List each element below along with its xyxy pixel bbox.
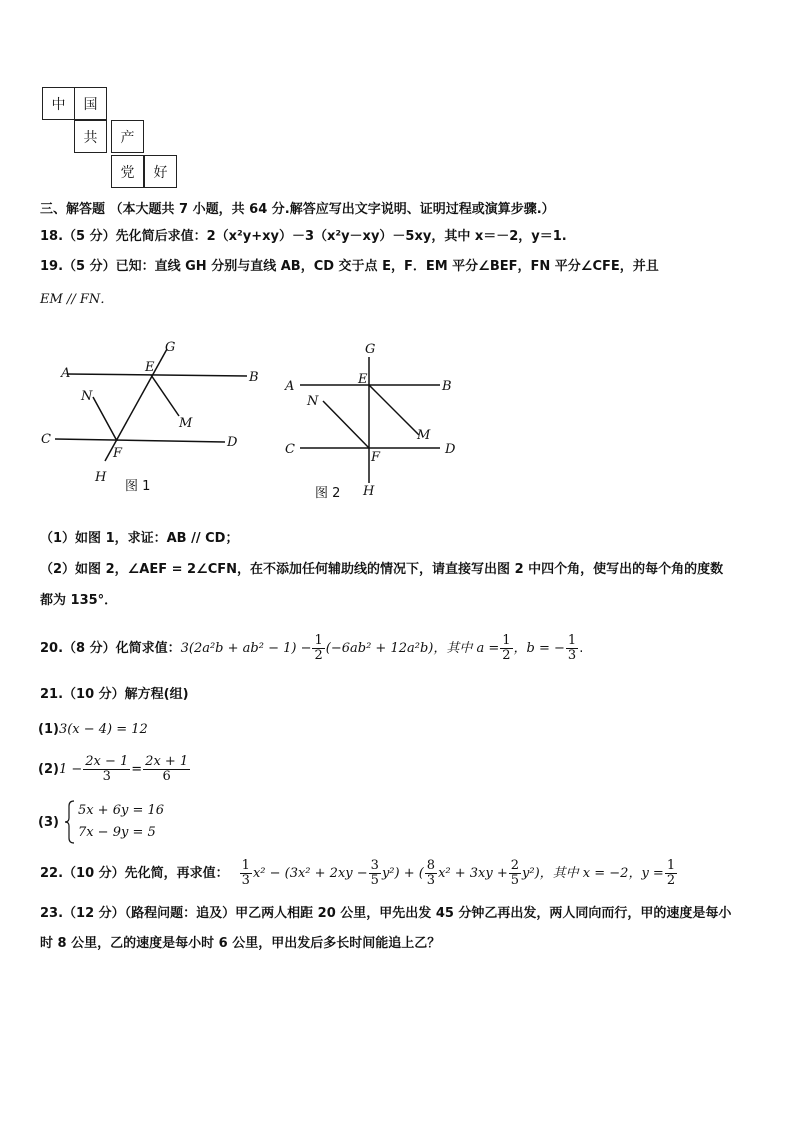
question-21-part2: [38, 755, 191, 784]
grid-cell: 好: [144, 155, 177, 188]
fraction: [83, 755, 130, 784]
question-21-label: 21.（10 分）解方程(组): [40, 687, 189, 702]
figure-2: [285, 335, 475, 505]
fraction: [143, 755, 190, 784]
point-label-d: D: [227, 435, 238, 450]
numerator: 8: [426, 858, 436, 873]
point-label-b: B: [249, 370, 259, 385]
ray-em: [369, 385, 419, 435]
section-heading: 三、解答题 （本大题共 7 小题，共 64 分.解答应写出文字说明、证明过程或演算步骤.）: [40, 202, 555, 217]
grid-cell: 党: [111, 155, 144, 188]
question-18: [40, 228, 567, 246]
question-19-line2: EM // FN．: [40, 292, 114, 307]
point-label-h: H: [363, 484, 375, 499]
numerator: 1: [314, 633, 323, 648]
expression-part: 1 −: [58, 761, 83, 777]
denominator: 3: [567, 648, 577, 663]
fraction: [509, 859, 521, 888]
denominator: 2: [502, 648, 511, 663]
grid-cell: 产: [111, 120, 144, 153]
question-19-part2-line1: （2）如图 2，∠AEF = 2∠CFN，在不添加任何辅助线的情况下，请直接写出图 2 中四个角，使写出的每个角的度数: [40, 562, 724, 577]
point-label-n: N: [307, 394, 319, 409]
line-gh: [105, 349, 167, 461]
question-expression: 2（x²y+xy）－3（x²y－xy）－5xy，其中 x＝－2，y＝1.: [206, 229, 567, 244]
part-label: (2): [38, 761, 59, 777]
expression-part: y²)，其中 x = −2，y =: [522, 865, 664, 881]
numerator: 1: [241, 858, 250, 873]
denominator: 3: [241, 873, 250, 888]
point-label-m: M: [417, 428, 431, 443]
question-21-part1: [38, 721, 148, 739]
point-label-m: M: [179, 416, 193, 431]
grid-cell: 国: [74, 87, 107, 120]
point-label-n: N: [81, 389, 93, 404]
point-label-h: H: [95, 470, 107, 485]
question-22: [40, 859, 678, 888]
fraction: [566, 634, 578, 663]
question-23-line1: 23.（12 分）（路程问题：追及）甲乙两人相距 20 公里，甲先出发 45 分钟乙再出发，两人同向而行，甲的速度是每小: [40, 906, 732, 921]
numerator: 1: [666, 858, 676, 873]
numerator: 3: [370, 858, 379, 873]
point-label-e: E: [358, 372, 368, 387]
denominator: 3: [426, 873, 436, 888]
point-label-b: B: [442, 379, 452, 394]
expression-part: x² − (3x² + 2xy −: [252, 865, 368, 881]
equation: 7x − 9y = 5: [77, 825, 156, 840]
point-label-f: F: [371, 450, 381, 465]
expression-part: y²) + (: [381, 865, 424, 881]
fraction: [312, 634, 324, 663]
ray-fn: [323, 401, 369, 448]
point-label-g: G: [165, 340, 176, 355]
fraction: [665, 859, 677, 888]
equals-sign: =: [131, 761, 143, 777]
part-label: (3): [38, 814, 59, 830]
fraction: [240, 859, 252, 888]
point-label-c: C: [41, 432, 51, 447]
denominator: 2: [314, 648, 323, 663]
question-20: [40, 634, 583, 663]
question-23-line2: 时 8 公里，乙的速度是每小时 6 公里，甲出发后多长时间能追上乙？: [40, 936, 441, 951]
figure-1: [41, 335, 270, 505]
expression-part: .: [579, 640, 584, 656]
fraction: [500, 634, 512, 663]
denominator: 6: [162, 769, 171, 784]
line-cd: [55, 439, 225, 442]
question-19-part2-line2: 都为 135°．: [40, 593, 118, 608]
part-label: (1): [38, 722, 59, 737]
left-brace-icon: [65, 800, 75, 844]
point-label-a: A: [61, 366, 71, 381]
fraction: [369, 859, 381, 888]
expression-part: x² + 3xy +: [438, 865, 508, 881]
point-label-e: E: [145, 360, 155, 375]
expression-part: 3(2a²b + ab² − 1) −: [180, 640, 312, 656]
grid-cell: 共: [74, 120, 107, 153]
question-19-line1: 19.（5 分）已知：直线 GH 分别与直线 AB，CD 交于点 E，F．EM 平分∠BEF，FN 平分∠CFE，并且: [40, 259, 659, 274]
expression-part: ，b = −: [513, 640, 565, 656]
ray-em: [151, 375, 179, 416]
grid-cell: 中: [42, 87, 75, 120]
equation-system: [78, 800, 164, 844]
point-label-a: A: [285, 379, 295, 394]
denominator: 5: [510, 873, 520, 888]
line-ab: [67, 374, 247, 376]
ray-fn: [93, 397, 117, 441]
question-21-part3: [38, 799, 164, 845]
figure-caption: 图 1: [125, 479, 151, 494]
numerator: 2: [510, 858, 520, 873]
question-label: 20.（8 分）化简求值：: [40, 640, 181, 656]
figure-caption: 图 2: [315, 486, 341, 501]
numerator: 2x − 1: [85, 754, 129, 769]
point-label-f: F: [113, 446, 123, 461]
numerator: 1: [567, 633, 577, 648]
expression-part: (−6ab² + 12a²b)，其中 a =: [325, 640, 500, 656]
point-label-d: D: [445, 442, 456, 457]
equation: 3(x − 4) = 12: [58, 722, 148, 737]
question-19-part1: （1）如图 1，求证：AB // CD；: [40, 531, 239, 546]
fraction: [425, 859, 437, 888]
denominator: 2: [666, 873, 676, 888]
equation: 5x + 6y = 16: [77, 803, 165, 818]
point-label-g: G: [365, 342, 376, 357]
numerator: 1: [502, 633, 511, 648]
question-label: 18.（5 分）先化简后求值：: [40, 229, 207, 244]
point-label-c: C: [285, 442, 295, 457]
denominator: 5: [370, 873, 379, 888]
numerator: 2x + 1: [145, 754, 189, 769]
question-label: 22.（10 分）先化简，再求值：: [40, 865, 229, 881]
denominator: 3: [102, 769, 111, 784]
